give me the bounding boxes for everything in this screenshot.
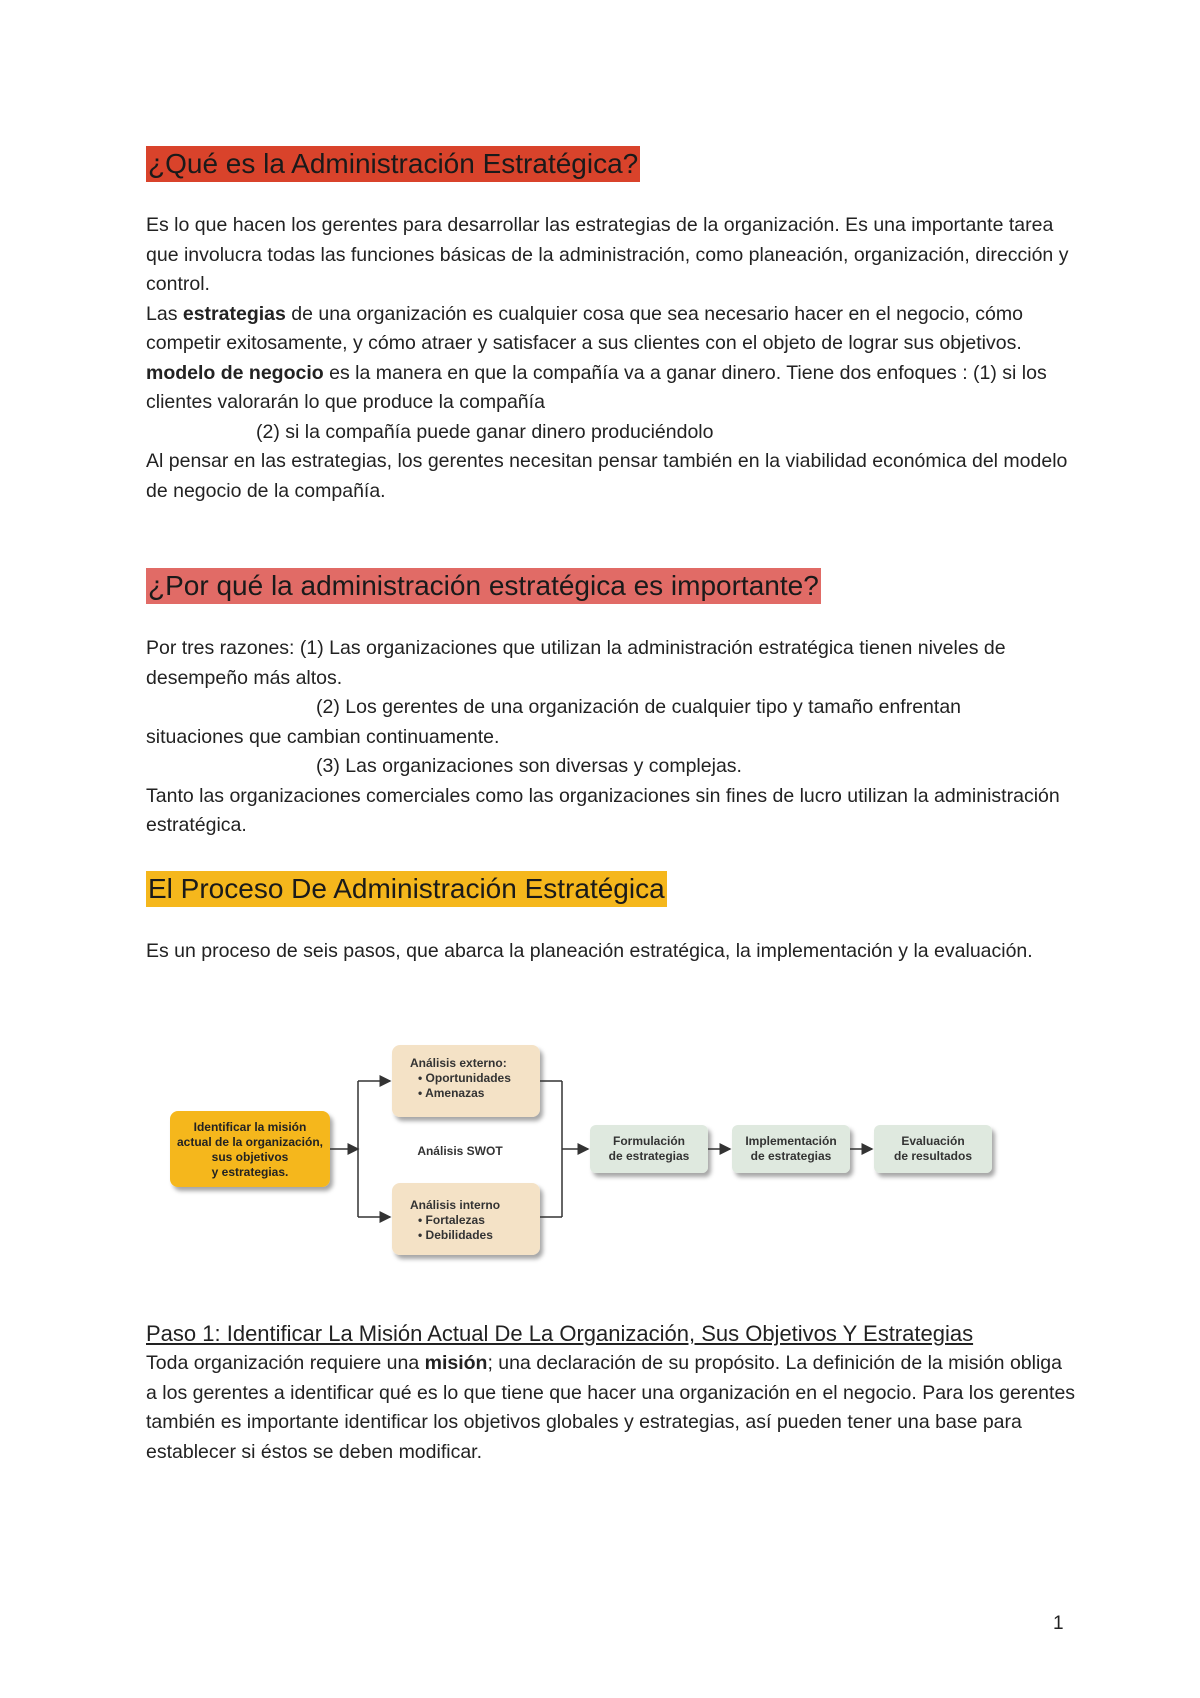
- box-analisis-externo: [392, 1045, 540, 1117]
- box-formulacion: [590, 1125, 708, 1173]
- box-mision-line2: actual de la organización,: [176, 1135, 324, 1149]
- box-mision-line4: y estrategias.: [211, 1165, 289, 1179]
- heading-por-que: ¿Por qué la administración estratégica es importante?: [146, 568, 821, 604]
- box-mision: [170, 1111, 330, 1187]
- page-number: 1: [1053, 1613, 1064, 1634]
- section-proceso-body: [146, 937, 1076, 967]
- box-implementacion: [732, 1125, 850, 1173]
- section-que-es-body: [146, 211, 1076, 506]
- box-evaluacion-line2: de resultados: [893, 1149, 973, 1163]
- paragraph-definicion: Es lo que hacen los gerentes para desarrollar las estrategias de la organización. Es una importante tarea que involucra todas las funciones básicas de la administración, como planeación, organización, dirección y control.: [146, 214, 1069, 295]
- section-que-es: [146, 146, 1076, 182]
- paragraph-razon-1: Por tres razones: (1) Las organizaciones que utilizan la administración estratégica tienen niveles de desempeño más altos.: [146, 637, 1006, 689]
- box-analisis-interno: [392, 1183, 540, 1255]
- box-interno-title: Análisis interno: [410, 1198, 501, 1212]
- heading-que-es: ¿Qué es la Administración Estratégica?: [146, 146, 640, 182]
- box-evaluacion-line1: Evaluación: [901, 1134, 965, 1148]
- box-formulacion-line2: de estrategias: [608, 1149, 690, 1163]
- box-externo-item2: • Amenazas: [418, 1086, 485, 1100]
- process-diagram: [160, 1035, 1020, 1275]
- box-externo-item1: • Oportunidades: [418, 1071, 511, 1085]
- paragraph-razon-2: (2) Los gerentes de una organización de cualquier tipo y tamaño enfrentan: [316, 696, 962, 718]
- paragraph-modelo-negocio: modelo de negocio es la manera en que la compañía va a ganar dinero. Tiene dos enfoques : (1) si los clientes valorarán lo que produce la compañía: [146, 361, 1047, 413]
- term-mision: misión: [424, 1352, 488, 1374]
- box-interno-item2: • Debilidades: [418, 1228, 493, 1242]
- paragraph-organizaciones: Tanto las organizaciones comerciales como las organizaciones sin fines de lucro utilizan la administración estratégica.: [146, 784, 1060, 836]
- box-implementacion-line2: de estrategias: [750, 1149, 832, 1163]
- term-estrategias: estrategias: [182, 302, 286, 325]
- box-mision-line3: sus objetivos: [211, 1150, 289, 1164]
- paragraph-enfoque-2: (2) si la compañía puede ganar dinero produciéndolo: [256, 420, 714, 443]
- paragraph-razon-3: (3) Las organizaciones son diversas y complejas.: [316, 755, 742, 777]
- box-externo-title: Análisis externo:: [410, 1056, 507, 1070]
- term-modelo-negocio: modelo de negocio: [146, 361, 324, 384]
- box-implementacion-line1: Implementación: [745, 1134, 837, 1148]
- paragraph-viabilidad: Al pensar en las estrategias, los gerentes necesitan pensar también en la viabilidad económica del modelo de negocio de la compañía.: [146, 450, 1068, 502]
- section-por-que: [146, 568, 1076, 604]
- heading-paso-1: Paso 1: Identificar La Misión Actual De La Organización, Sus Objetivos Y Estrategias: [146, 1321, 974, 1346]
- box-interno-item1: • Fortalezas: [418, 1213, 485, 1227]
- heading-proceso: El Proceso De Administración Estratégica: [146, 871, 667, 907]
- section-paso-1: [146, 1319, 1076, 1467]
- paragraph-razon-2-cont: situaciones que cambian continuamente.: [146, 725, 500, 748]
- section-proceso: [146, 871, 1076, 907]
- paragraph-mision: Toda organización requiere una misión; una declaración de su propósito. La definición de la misión obliga a los gerentes a identificar qué es lo que tiene que hacer una organización en el negocio. Para los gerentes también es importante identificar los objetivos globales y estrategias, así pueden tener una base para establecer si éstos se deben modificar.: [146, 1352, 1076, 1463]
- box-formulacion-line1: Formulación: [612, 1134, 686, 1148]
- box-mision-line1: Identificar la misión: [193, 1120, 307, 1134]
- section-por-que-body: [146, 634, 1076, 841]
- paragraph-estrategias: Las estrategias de una organización es cualquier cosa que sea necesario hacer en el negocio, cómo competir exitosamente, y cómo atraer y satisfacer a sus clientes con el objeto de lograr sus objetivos.: [146, 302, 1023, 354]
- box-evaluacion: [874, 1125, 992, 1173]
- paragraph-seis-pasos: Es un proceso de seis pasos, que abarca la planeación estratégica, la implementación y la evaluación.: [146, 940, 1033, 962]
- label-analisis-swot: Análisis SWOT: [417, 1144, 503, 1158]
